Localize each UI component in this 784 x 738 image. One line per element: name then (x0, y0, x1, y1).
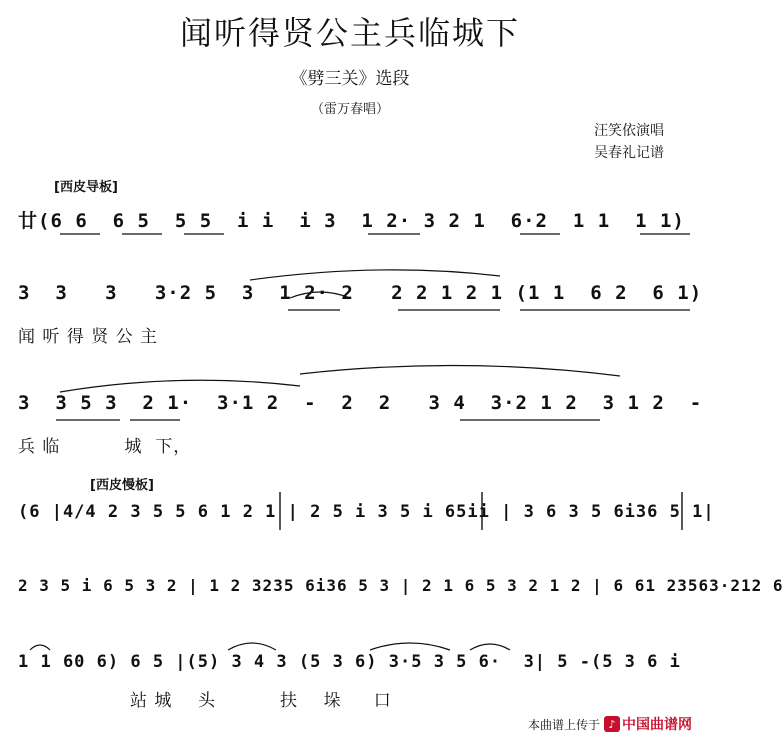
section-tag-xipi-manban: [西皮慢板] (90, 478, 154, 493)
score-row-3: 3 3 5 3 2 1· 3·1 2 - 2 2 3 4 3·2 1 2 3 1 2 - (18, 392, 703, 414)
slur-mark (228, 643, 276, 650)
score-row-1: 廿(6 6 6 5 5 5 i i i 3 1 2· 3 2 1 6·2 1 1 1 1) (18, 210, 685, 232)
performer-note: （雷万春唱） (310, 102, 389, 117)
footer-watermark (528, 714, 692, 734)
score-row-5: 2 3 5 i 6 5 3 2 | 1 2 3235 6i36 5 3 | 2 1 6 5 3 2 1 2 | 6 61 23563·212 6 (18, 576, 784, 595)
lyric-row-3: 站 城 头 扶 垛 口 (130, 691, 392, 711)
section-tag-xipi-daoban: [西皮导板] (54, 180, 118, 195)
site-name: 中国曲谱网 (622, 717, 692, 733)
lyric-row-2: 兵 临 城 下， (18, 437, 192, 457)
slur-mark (370, 643, 450, 650)
slur-mark (60, 380, 300, 392)
site-logo-icon: ♪ (604, 716, 620, 732)
singer-credit: 汪笑依演唱 (594, 123, 664, 139)
score-row-6: 1 1 60 6) 6 5 |(5) 3 4 3 (5 3 6) 3·5 3 5 6· 3| 5 -(5 3 6 i (18, 652, 681, 672)
page-title: 闻听得贤公主兵临城下 (179, 14, 520, 52)
slur-mark (470, 644, 510, 650)
score-row-4: (6 |4/4 2 3 5 5 6 1 2 1 | 2 5 i 3 5 i 65ii | 3 6 3 5 6i36 5 1| (18, 502, 715, 522)
lyric-row-1: 闻 听 得 贤 公 主 (18, 327, 159, 347)
opera-excerpt-subtitle: 《劈三关》选段 (290, 69, 410, 89)
score-row-2: 3 3 3 3·2 5 3 1 2· 2 2 2 1 2 1 (1 1 6 2 6 1) (18, 282, 703, 304)
slur-mark (250, 270, 500, 280)
slur-mark (30, 645, 50, 650)
slur-mark (300, 365, 620, 376)
notation-credit: 吴春礼记谱 (594, 145, 664, 161)
site-logo (604, 714, 692, 734)
footer-text: 本曲谱上传于 (527, 717, 600, 732)
